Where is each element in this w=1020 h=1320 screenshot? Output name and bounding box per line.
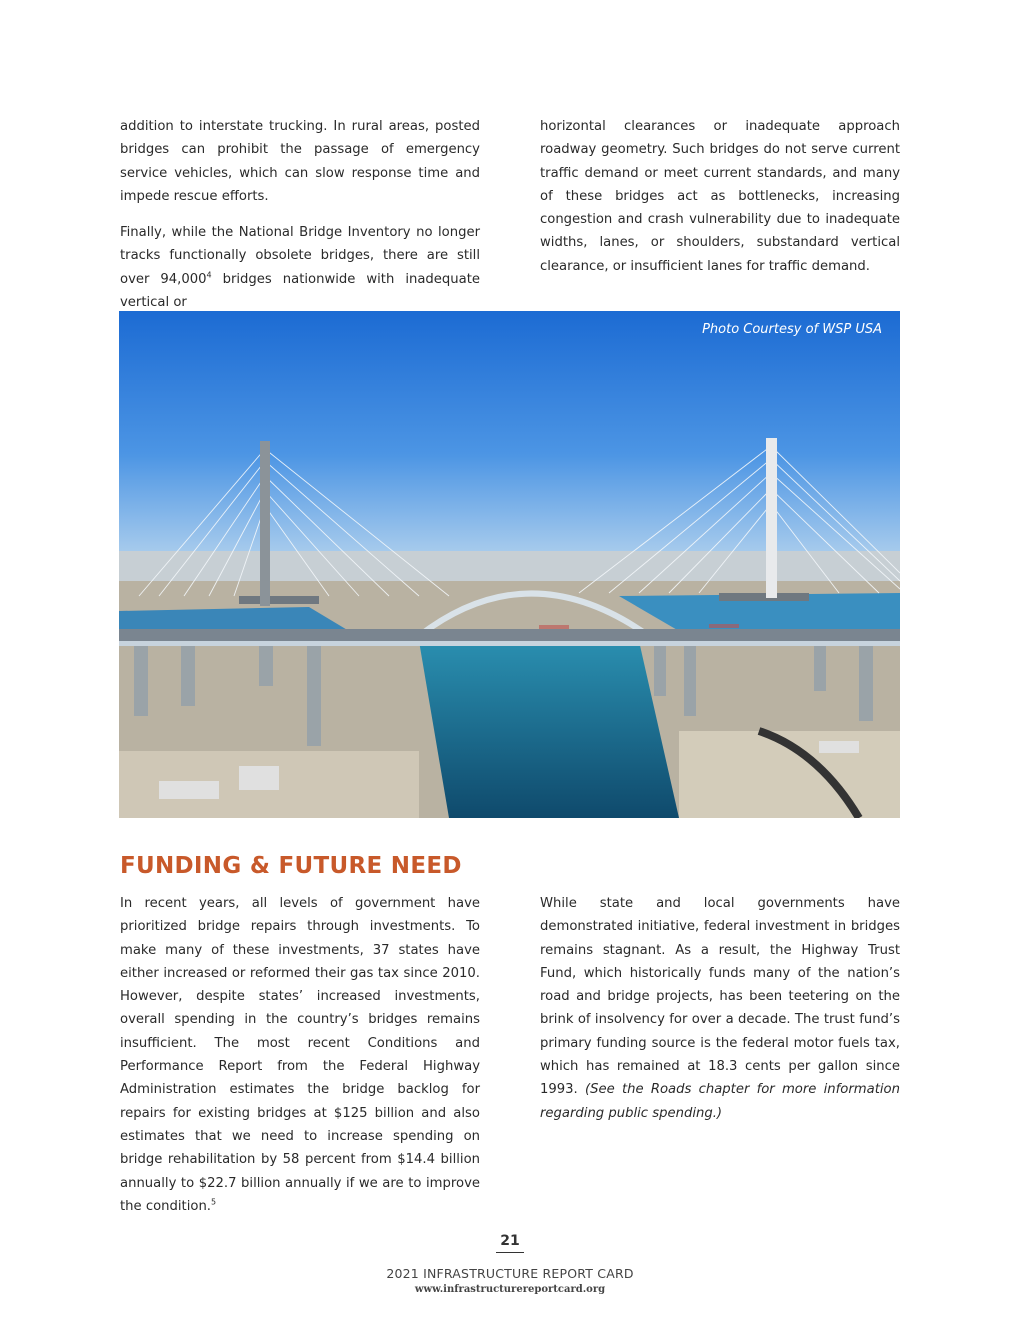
roads-chapter-reference: (See the Roads chapter for more information regarding public spending.) — [540, 1082, 900, 1121]
funding-right-column — [540, 892, 900, 1138]
bridge-illustration — [119, 311, 900, 818]
footer-url[interactable]: www.infrastructurereportcard.org — [414, 1284, 606, 1295]
photo-credit: Photo Courtesy of WSP USA — [702, 322, 882, 337]
top-left-paragraph-2: Finally, while the National Bridge Inventory no longer tracks functionally obsolete bridges, there are still over 94,000$^4$ bridges nationwide with inadequate vertical or — [120, 225, 480, 311]
page-number: 21 — [0, 1230, 1020, 1253]
top-right-paragraph: horizontal clearances or inadequate approach roadway geometry. Such bridges do not serve current traffic demand or meet current standards, and many of these bridges act as bottlenecks, increasing congestion and crash vulnerability due to inadequate widths, lanes, or shoulders, substandard vertical clearance, or insufficient lanes for traffic demand. — [540, 119, 900, 274]
top-left-column — [120, 115, 480, 327]
funding-left-paragraph: In recent years, all levels of government have prioritized bridge repairs through investments. To make many of these investments, 37 states have either increased or reformed their gas tax since 2010. However, despite states’ increased investments, overall spending in the country’s bridges remains insufficient. The most recent Conditions and Performance Report from the Federal Highway Administration estimates the bridge backlog for repairs for existing bridges at $125 billion and also estimates that we need to increase spending on bridge rehabilitation by 58 percent from $14.4 billion annually to $22.7 billion annually if we are to improve the condition.$^5$ — [120, 896, 480, 1214]
bridge-photo — [119, 311, 900, 818]
footer-title: 2021 INFRASTRUCTURE REPORT CARD — [386, 1266, 634, 1281]
funding-left-column — [120, 892, 480, 1231]
footnote-4: 4 — [206, 270, 212, 280]
top-left-paragraph-1: addition to interstate trucking. In rural areas, posted bridges can prohibit the passage of emergency service vehicles, which can slow response time and impede rescue efforts. — [120, 119, 480, 204]
footnote-5: 5 — [211, 1197, 217, 1207]
funding-right-paragraph: While state and local governments have demonstrated initiative, federal investment in bridges remains stagnant. As a result, the Highway Trust Fund, which historically funds many of the nation’s road and bridge projects, has been teetering on the brink of insolvency for over a decade. The trust fund’s primary funding source is the federal motor fuels tax, which has remained at 18.3 cents per gallon since 1993. (See the Roads chapter for more information regarding public spending.) — [540, 896, 900, 1121]
section-heading: FUNDING & FUTURE NEED — [120, 853, 462, 879]
top-right-column — [540, 115, 900, 291]
